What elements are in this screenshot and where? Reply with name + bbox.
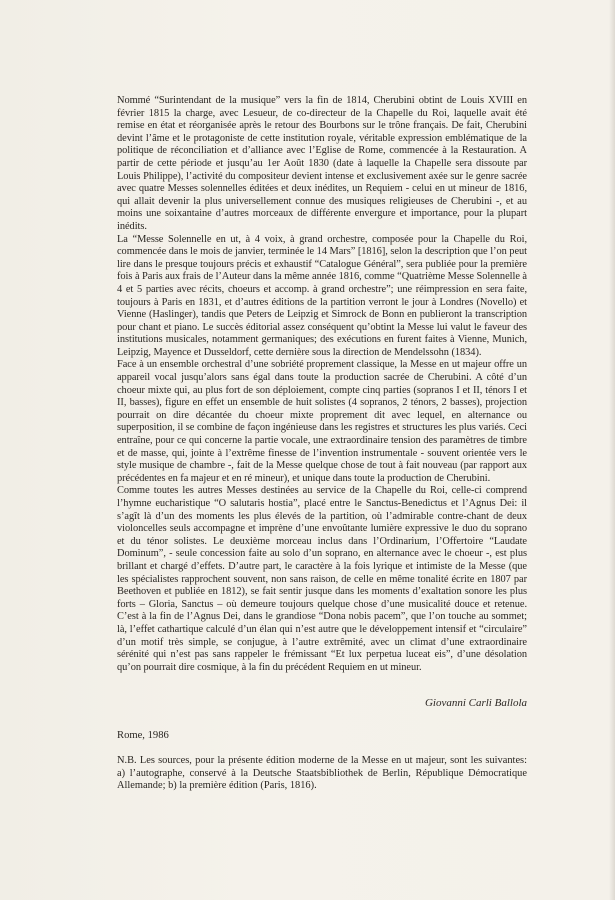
paragraph-3: Face à un ensemble orchestral d’une sobriété proprement classique, la Messe en ut majeur offre un appareil vocal jusqu’alors sans égal dans toute la production sacrée de Cherubini. A côté d’un choeur mixte qui, au plus fort de son déploiement, compte cinq parties (sopranos I et II, ténors I et II, basses), figure en effet un ensemble de huit solistes (4 sopranos, 2 ténors, 2 basses), projection pourrait on dire décantée du choeur mixte proprement dit avec lequel, en alternance ou superposition, il se combine de façon ingénieuse dans les registres et structures les plus variés. Ceci entraîne, pour ce qui concerne la partie vocale, une extraordinaire tension des paramètres de timbre et de masse, qui, jointe à l’extrême finesse de l’invention instrumentale - souvent orientée vers le style musique de chambre -, fait de la Messe quelque chose de tout à fait nouveau (par rapport aux précédentes en fa majeur et en ré mineur), et unique dans toute la production de Cherubini. (117, 359, 527, 484)
paragraph-2: La “Messe Solennelle en ut, à 4 voix, à grand orchestre, composée pour la Chapelle du Roi, commencée dans le mois de janvier, terminée le 14 Mars” [1816], selon la description que l’on peut lire dans le presque toujours précis et exhaustif “Catalogue Général”, sera publiée pour la première fois à Paris aux frais de l’Auteur dans la même année 1816, comme “Quatrième Messe Solennelle à 4 et 5 parties avec récits, choeurs et accomp. à grand orchestre”; une réimpression en sera faite, toujours à Paris en 1831, et d’autres éditions de la partition verront le jour à Londres (Novello) et Vienne (Haslinger), tandis que Peters de Leipzig et Simrock de Bonn en publieront la transcription pour chant et piano. Le succès éditorial assez conséquent qu’obtint la Messe lui valut le faveur des institutions musicales, notamment germaniques; des exécutions en furent faites à Vienne, Munich, Leipzig, Mayence et Dusseldorf, cette dernière sous la direction de Mendelssohn (1834). (117, 233, 527, 358)
page-edge-shadow (609, 0, 615, 900)
paragraph-1: Nommé “Surintendant de la musique” vers la fin de 1814, Cherubini obtint de Louis XVIII en février 1815 la charge, avec Lesueur, de co-directeur de la Chapelle du Roi, laquelle avait été remise en état et réorganisée après le retour des Bourbons sur le trône français. De fait, Cherubini devint l’âme et le protagoniste de cette institution royale, véritable expression emblématique de la politique de réconciliation et d’alliance avec l’Eglise de Rome, commencée à la Restauration. A partir de cette période et jusqu’au 1er Août 1830 (date à laquelle la Chapelle sera dissoute par Louis Philippe), l’activité du compositeur devient intense et exclusivement axée sur le genre sacrée avec quatre Messes solennelles éditées et deux inédites, un Requiem - celui en ut mineur de 1816, qui allait devenir la plus universellement connue des musiques religieuses de Cherubini -, et au moins une soixantaine d’autres morceaux de différente envergure et importance, pour la plupart inédits. (117, 95, 527, 232)
sources-note: N.B. Les sources, pour la présente édition moderne de la Messe en ut majeur, sont les suivantes: a) l’autographe, conservé à la Deutsche Staatsbibliothek de Berlin, République Démocratique Allemande; b) la première édition (Paris, 1816). (117, 755, 527, 792)
place-date: Rome, 1986 (117, 730, 169, 741)
author-signature: Giovanni Carli Ballola (424, 697, 527, 709)
paragraph-4: Comme toutes les autres Messes destinées au service de la Chapelle du Roi, celle-ci comprend l’hymne eucharistique “O salutaris hostia”, placé entre le Sanctus-Benedictus et l’Agnus Dei: il s’agît là d’un des moments les plus élevés de la partition, où l’admirable contre-chant de deux violoncelles seuls accompagne et imprène d’une envoûtante lumière expressive le duo du soprano et du ténor solistes. Le deuxième morceau inclus dans l’Ordinarium, l’Offertoire “Laudate Dominum”, - seule concession faite au solo d’un soprano, en alternance avec le choeur -, est plus brillant et chargé d’effets. D’autre part, le caractère à la fois lyrique et intimiste de la Messe (que les spécialistes rapprochent souvent, non sans raison, de celle en même tonalité écrite en 1807 par Beethoven et publiée en 1812), se fait sentir jusque dans les moments d’exaltation sonore les plus forts – Gloria, Sanctus – où demeure toujours quelque chose d’une musicalité douce et retenue. C’est à la fin de l’Agnus Dei, dans le grandiose “Dona nobis pacem”, que l’on touche au sommet; là, l’effet cathartique calculé d’un élan qui n’est autre que le développement intensif et “circulaire” d’un motif très simple, se conjugue, à l’autre extrêmité, avec un climat d’une extraordinaire sérénité qui n’est pas sans rappeler le frémissant “Et lux perpetua luceat eis”, d’une désolation qu’on pourrait dire cosmique, à la fin du précédent Requiem en ut mineur. (117, 485, 527, 673)
essay-body (117, 95, 527, 674)
